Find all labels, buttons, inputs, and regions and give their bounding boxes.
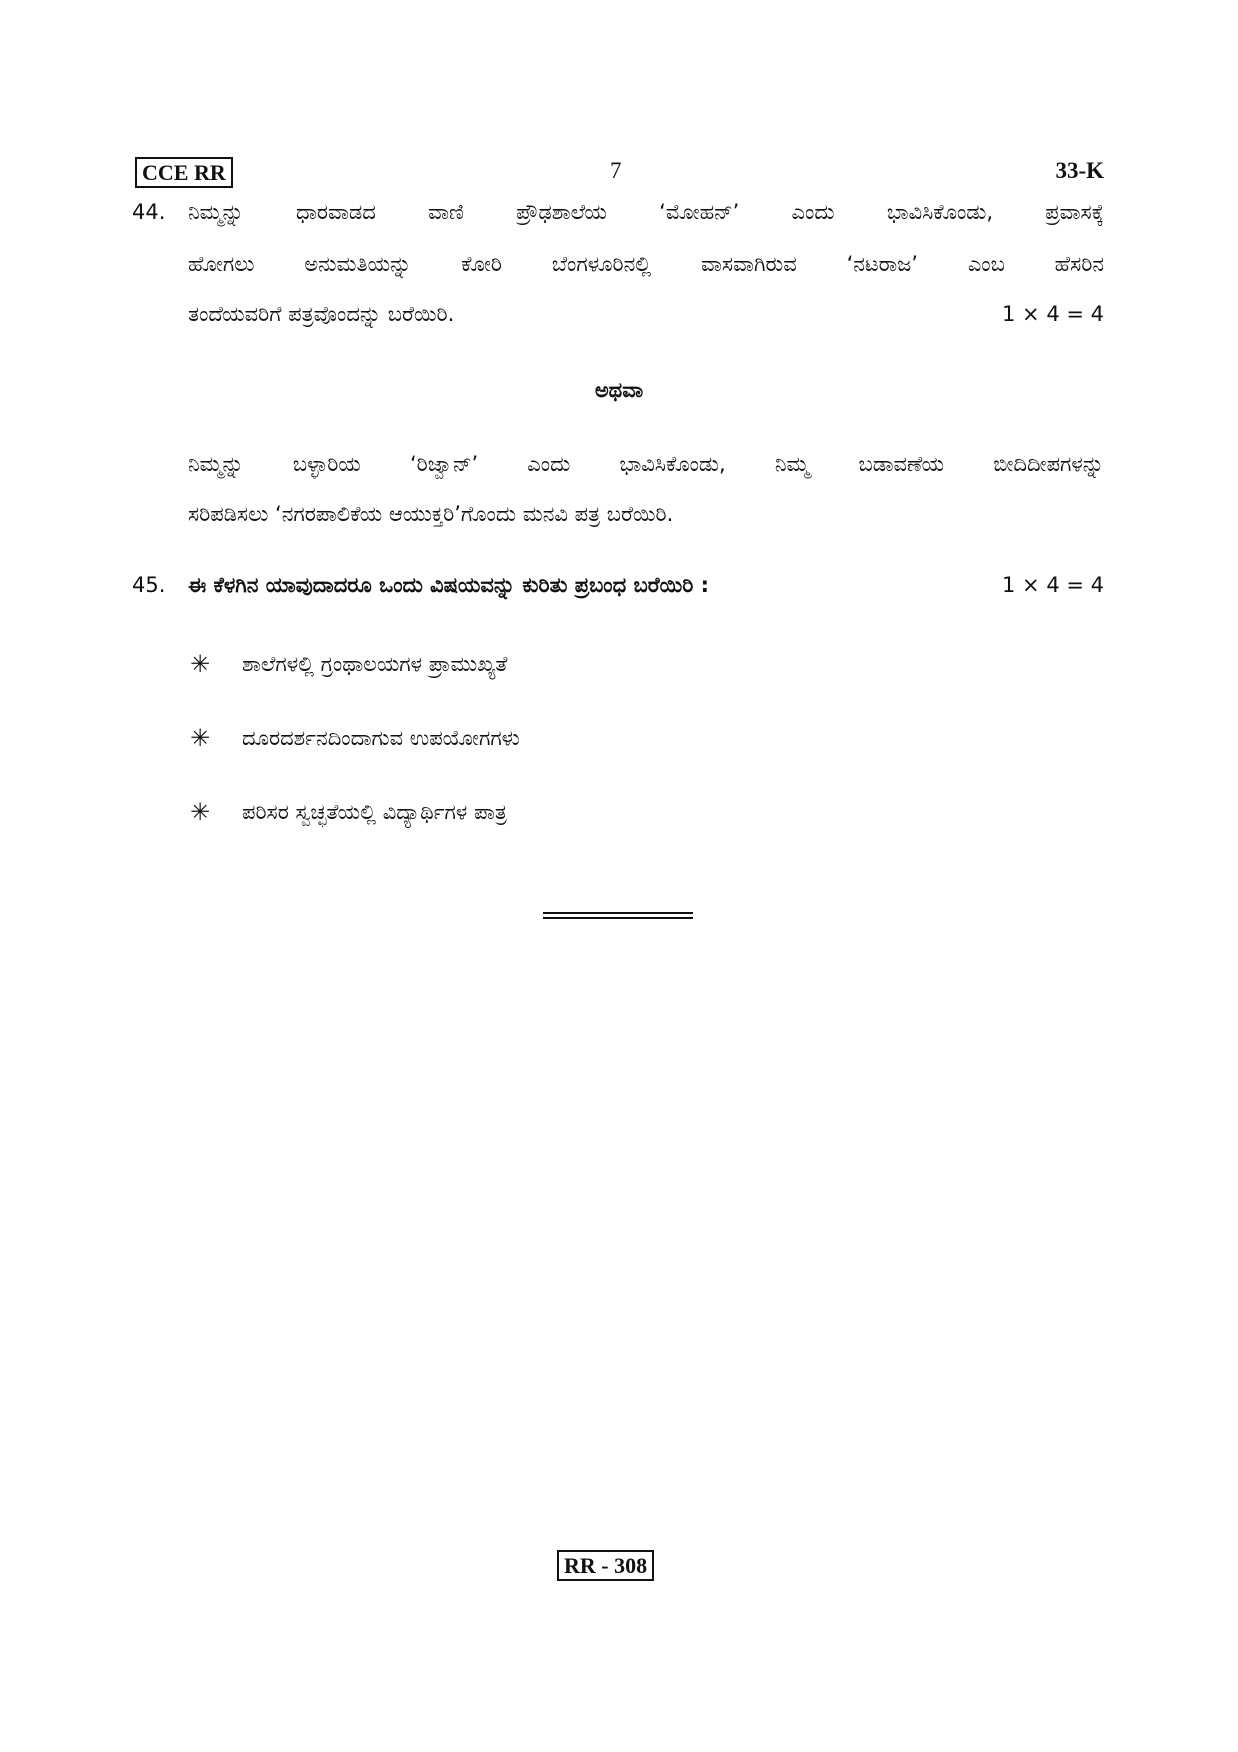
question-45-marks: 1 × 4 = 4 — [1002, 573, 1104, 597]
end-double-rule — [543, 912, 693, 919]
question-44-number: 44. — [132, 200, 166, 224]
bullet-star-icon: ✳ — [190, 798, 211, 826]
bullet-star-icon: ✳ — [190, 650, 211, 678]
question-45-number: 45. — [132, 573, 166, 597]
or-label: ಅಥವಾ — [594, 378, 644, 402]
question-44-line-2: ಹೋಗಲು ಅನುಮತಿಯನ್ನು ಕೋರಿ ಬೆಂಗಳೂರಿನಲ್ಲಿ ವಾಸವಾಗಿರುವ ‘ನಟರಾಜ’ ಎಂಬ ಹೆಸರಿನ — [188, 252, 1104, 276]
question-44-alt-line-2: ಸರಿಪಡಿಸಲು ‘ನಗರಪಾಲಿಕೆಯ ಆಯುಕ್ತರಿ’ಗೊಂದು ಮನವಿ ಪತ್ರ ಬರೆಯಿರಿ. — [188, 502, 674, 526]
exam-code-badge: CCE RR — [135, 157, 233, 188]
paper-code: 33-K — [1055, 158, 1104, 183]
question-44-alt-line-1: ನಿಮ್ಮನ್ನು ಬಳ್ಳಾರಿಯ ‘ರಿಜ್ವಾನ್’ ಎಂದು ಭಾವಿಸಿಕೊಂಡು, ನಿಮ್ಮ ಬಡಾವಣೆಯ ಬೀದಿದೀಪಗಳನ್ನು — [188, 452, 1104, 476]
footer-code-badge: RR - 308 — [557, 1550, 654, 1581]
page-number: 7 — [610, 158, 622, 183]
essay-topic-1: ಶಾಲೆಗಳಲ್ಲಿ ಗ್ರಂಥಾಲಯಗಳ ಪ್ರಾಮುಖ್ಯತೆ — [242, 652, 508, 676]
question-45-text: ಈ ಕೆಳಗಿನ ಯಾವುದಾದರೂ ಒಂದು ವಿಷಯವನ್ನು ಕುರಿತು ಪ್ರಬಂಧ ಬರೆಯಿರಿ : — [188, 573, 709, 597]
essay-topic-3: ಪರಿಸರ ಸ್ವಚ್ಛತೆಯಲ್ಲಿ ವಿದ್ಯಾರ್ಥಿಗಳ ಪಾತ್ರ — [242, 800, 507, 824]
question-44-marks: 1 × 4 = 4 — [1002, 302, 1104, 326]
essay-topic-2: ದೂರದರ್ಶನದಿಂದಾಗುವ ಉಪಯೋಗಗಳು — [242, 726, 520, 750]
question-44-line-1: ನಿಮ್ಮನ್ನು ಧಾರವಾಡದ ವಾಣಿ ಪ್ರೌಢಶಾಲೆಯ ‘ಮೋಹನ್’ ಎಂದು ಭಾವಿಸಿಕೊಂಡು, ಪ್ರವಾಸಕ್ಕೆ — [188, 200, 1104, 224]
bullet-star-icon: ✳ — [190, 724, 211, 752]
question-44-line-3: ತಂದೆಯವರಿಗೆ ಪತ್ರವೊಂದನ್ನು ಬರೆಯಿರಿ. — [188, 302, 455, 326]
